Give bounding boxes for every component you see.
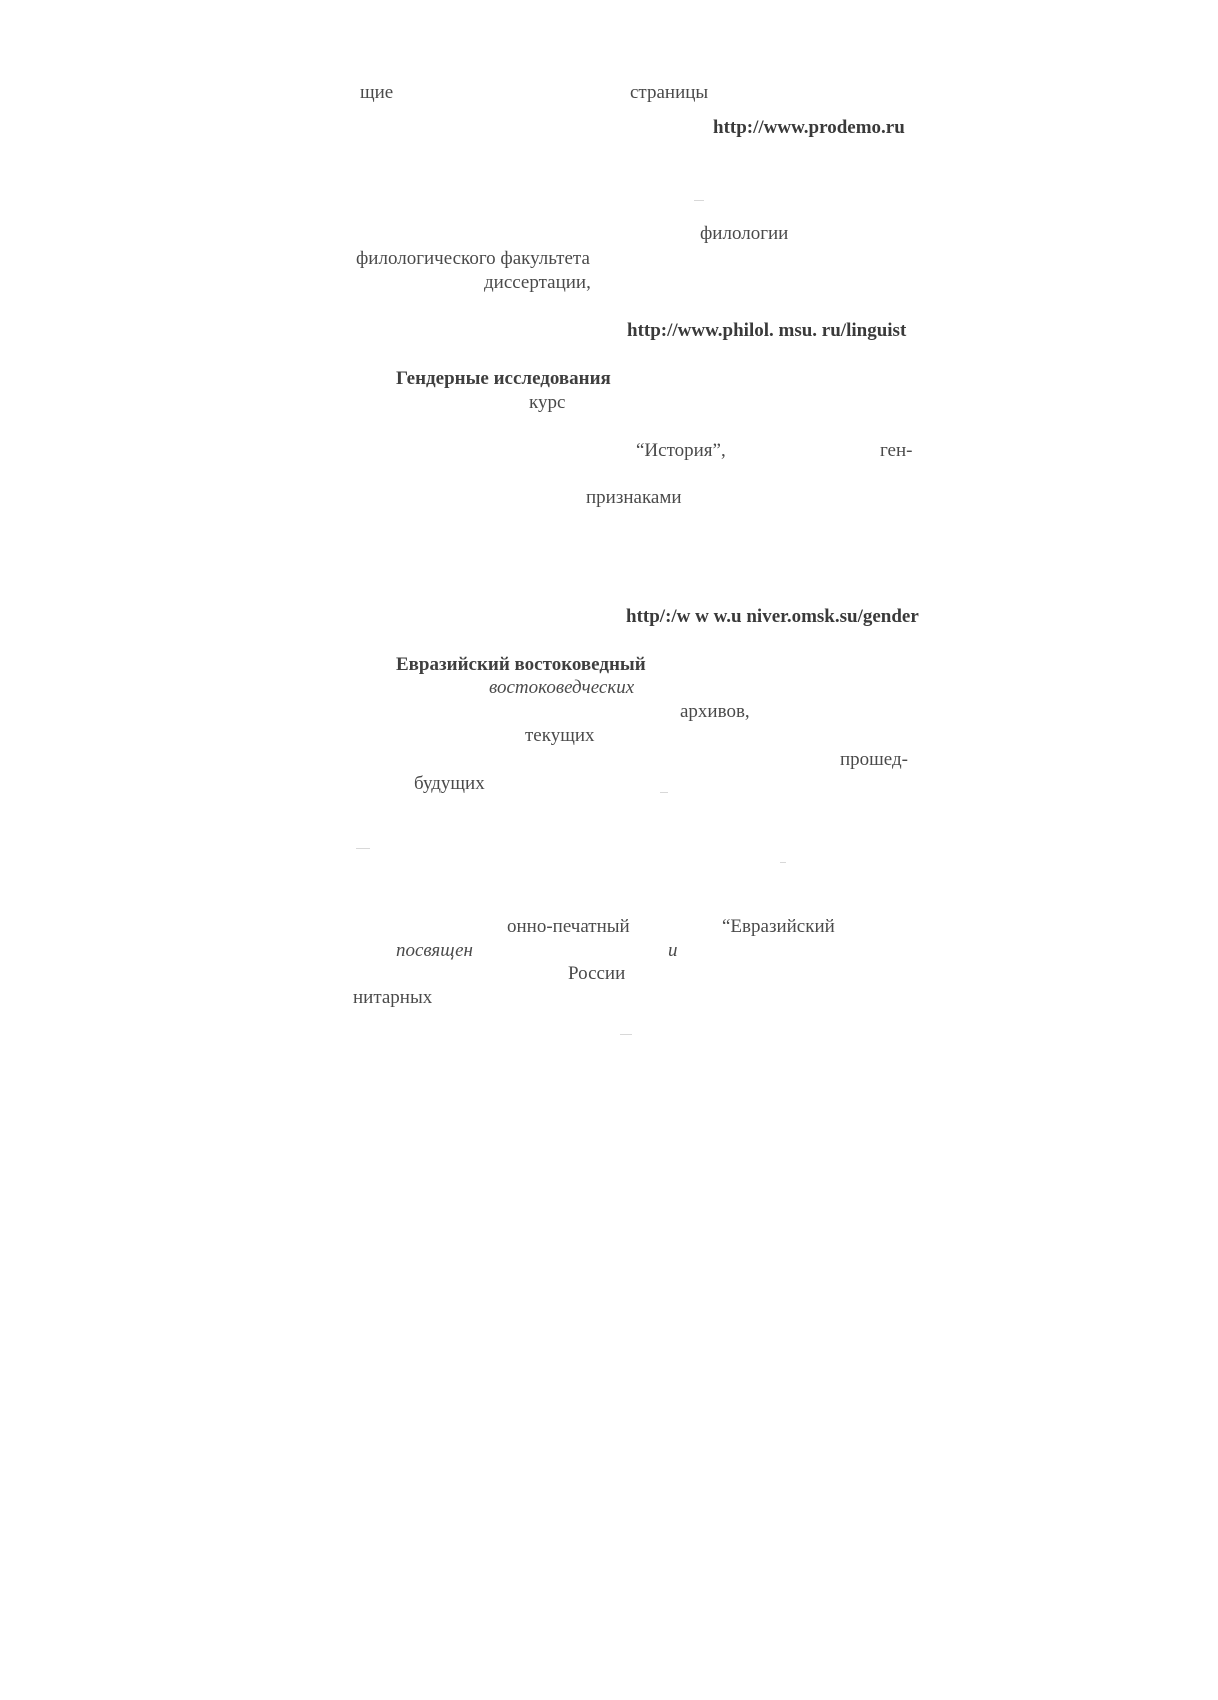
text-fragment: курс — [529, 392, 566, 413]
text-fragment: России — [568, 963, 626, 984]
url-link-omsk[interactable]: http/:/w w w.u niver.omsk.su/gender — [626, 606, 919, 627]
text-fragment: онно-печатный — [507, 916, 630, 937]
section-heading-gender: Гендерные исследования — [396, 368, 611, 389]
scan-speck — [780, 862, 786, 863]
text-fragment: щие — [360, 82, 394, 103]
text-fragment: будущих — [414, 773, 485, 794]
text-fragment: архивов, — [680, 701, 750, 722]
text-fragment: посвящен — [396, 940, 473, 961]
scan-speck — [694, 200, 704, 201]
scan-speck — [620, 1034, 632, 1035]
text-fragment: “История”, — [636, 440, 726, 461]
text-fragment: филологического факультета — [356, 248, 590, 269]
scan-speck — [356, 848, 370, 849]
text-fragment: филологии — [700, 223, 789, 244]
text-fragment: востоковедческих — [489, 677, 635, 698]
text-fragment: текущих — [525, 725, 595, 746]
scan-speck — [660, 792, 668, 793]
text-fragment: и — [668, 940, 678, 961]
text-fragment: страницы — [630, 82, 709, 103]
text-fragment: признаками — [586, 487, 682, 508]
section-heading-eurasian: Евразийский востоковедный — [396, 654, 646, 675]
url-link-philol[interactable]: http://www.philol. msu. ru/linguist — [627, 320, 907, 341]
url-link-prodemo[interactable]: http://www.prodemo.ru — [713, 117, 905, 138]
text-fragment: нитарных — [353, 987, 433, 1008]
text-fragment: прошед- — [840, 749, 908, 770]
text-fragment: “Евразийский — [722, 916, 835, 937]
text-fragment: ген- — [880, 440, 913, 461]
text-fragment: диссертации, — [484, 272, 591, 293]
